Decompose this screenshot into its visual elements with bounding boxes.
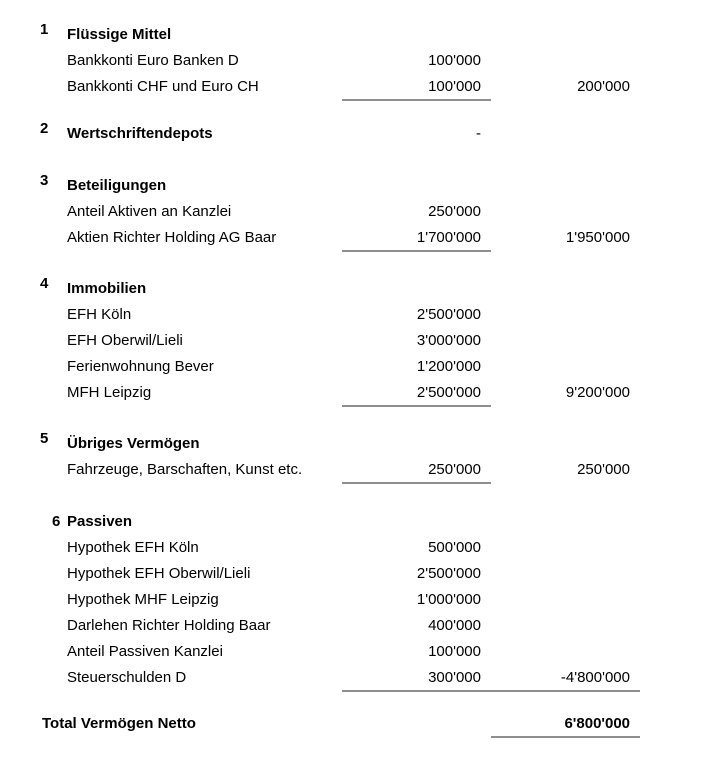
item-label: Hypothek MHF Leipzig [67, 591, 219, 608]
section-title: Immobilien [67, 280, 147, 297]
item-row [0, 535, 719, 561]
item-amount: 2'500'000 [416, 565, 481, 582]
item-row [0, 639, 719, 665]
item-label: Hypothek EFH Oberwil/Lieli [67, 565, 251, 582]
item-amount: 100'000 [342, 74, 491, 101]
item-row [0, 302, 719, 328]
section-header-row [0, 173, 719, 199]
item-label: Anteil Aktiven an Kanzlei [67, 203, 232, 220]
total-row [0, 711, 719, 737]
item-amount: 2'500'000 [342, 380, 491, 407]
item-amount: 3'000'000 [416, 332, 481, 349]
section-header-row [0, 22, 719, 48]
total-amount: 6'800'000 [491, 711, 640, 738]
item-row [0, 561, 719, 587]
item-row [0, 48, 719, 74]
item-row [0, 225, 719, 251]
sections-container [0, 22, 719, 691]
section-amount: - [476, 125, 481, 142]
section [0, 431, 719, 483]
section [0, 22, 719, 100]
item-label: Ferienwohnung Bever [67, 358, 214, 375]
item-amount: 300'000 [342, 665, 491, 692]
item-label: EFH Oberwil/Lieli [67, 332, 183, 349]
section-number: 6 [52, 513, 61, 530]
item-label: Darlehen Richter Holding Baar [67, 617, 271, 634]
section [0, 276, 719, 406]
item-label: Bankkonti Euro Banken D [67, 52, 239, 69]
item-amount: 250'000 [428, 203, 481, 220]
section-title: Beteiligungen [67, 177, 167, 194]
section-number: 5 [40, 430, 49, 447]
section-header-row [0, 121, 719, 147]
item-label: Anteil Passiven Kanzlei [67, 643, 223, 660]
item-amount: 400'000 [428, 617, 481, 634]
item-amount: 100'000 [428, 643, 481, 660]
item-row [0, 328, 719, 354]
item-label: MFH Leipzig [67, 384, 152, 401]
total-label: Total Vermögen Netto [42, 715, 196, 732]
item-row [0, 74, 719, 100]
item-amount: 250'000 [342, 457, 491, 484]
item-row [0, 457, 719, 483]
section-title: Flüssige Mittel [67, 26, 172, 43]
section-title: Wertschriftendepots [67, 125, 213, 142]
item-subtotal: 200'000 [577, 78, 630, 95]
section [0, 121, 719, 147]
section-number: 1 [40, 21, 49, 38]
item-subtotal: 9'200'000 [565, 384, 630, 401]
section-number: 3 [40, 172, 49, 189]
section-header-row [0, 431, 719, 457]
item-row [0, 613, 719, 639]
item-subtotal: 250'000 [577, 461, 630, 478]
item-subtotal: -4'800'000 [491, 665, 640, 692]
section-header-row [0, 276, 719, 302]
item-amount: 1'000'000 [416, 591, 481, 608]
section-number: 2 [40, 120, 49, 137]
item-amount: 100'000 [428, 52, 481, 69]
item-label: Bankkonti CHF und Euro CH [67, 78, 259, 95]
section-title: Passiven [67, 513, 133, 530]
item-subtotal: 1'950'000 [565, 229, 630, 246]
item-row [0, 665, 719, 691]
section-title: Übriges Vermögen [67, 435, 200, 452]
item-amount: 1'700'000 [342, 225, 491, 252]
item-row [0, 354, 719, 380]
item-amount: 2'500'000 [416, 306, 481, 323]
item-label: Fahrzeuge, Barschaften, Kunst etc. [67, 461, 303, 478]
item-label: Hypothek EFH Köln [67, 539, 199, 556]
item-label: Aktien Richter Holding AG Baar [67, 229, 277, 246]
section [0, 509, 719, 691]
item-row [0, 199, 719, 225]
item-amount: 500'000 [428, 539, 481, 556]
section-number: 4 [40, 275, 49, 292]
item-row [0, 380, 719, 406]
section [0, 173, 719, 251]
item-amount: 1'200'000 [416, 358, 481, 375]
item-label: Steuerschulden D [67, 669, 187, 686]
item-label: EFH Köln [67, 306, 132, 323]
section-header-row [0, 509, 719, 535]
item-row [0, 587, 719, 613]
